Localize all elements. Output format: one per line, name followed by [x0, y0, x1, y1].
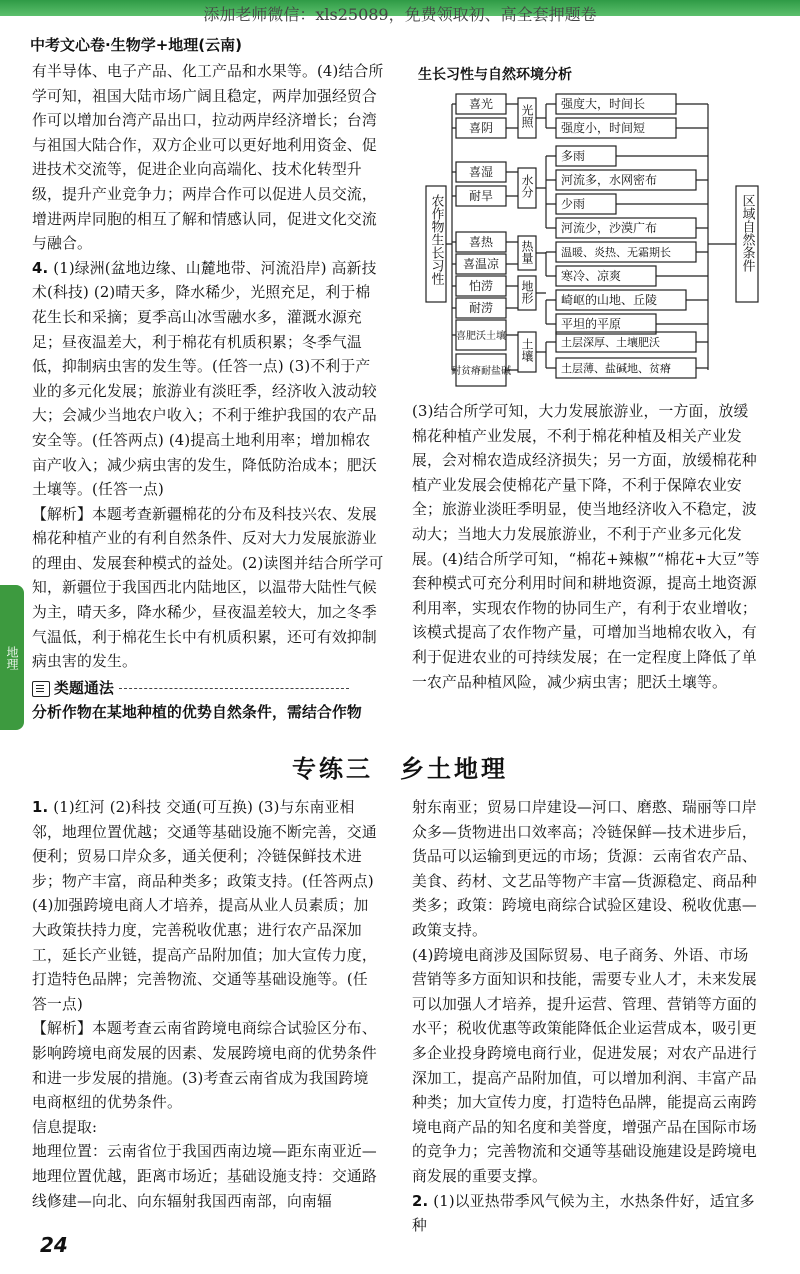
- section-title: 专练三 乡土地理: [292, 755, 508, 783]
- condition-label: 河流多，水网密布: [561, 173, 658, 187]
- question-2: [412, 1190, 762, 1239]
- condition-label: 崎岖的山地、丘陵: [561, 293, 658, 307]
- question-number: 2.: [412, 1192, 429, 1210]
- question-number: 4.: [32, 259, 49, 277]
- condition-label: 寒冷、凉爽: [561, 269, 622, 283]
- answer-paragraph: 射东南亚；贸易口岸建设—河口、磨憨、瑞丽等口岸众多—货物进出口效率高；冷链保鲜—技术进步后，货品可以运输到更远的市场；货源：云南省农产品、美食、药材、文艺品等物产丰富—货源稳定、商品种类多；政策：跨境电商综合试验区建设、税收优惠—政策支持。: [412, 799, 757, 939]
- diagram-title: 生长习性与自然环境分析: [418, 67, 572, 83]
- question-1-answer: (1)红河 (2)科技 交通(可互换) (3)与东南亚相邻，地理位置优越；交通等基础设施不断完善，交通便利；贸易口岸众多，通关便利；冷链保鲜技术进步；物产丰富，商品种类多；政策支持。(任答两点) (4)加强跨境电商人才培养，提高从业人员素质；加大政策扶持力度，完善税收优惠；进行农产品深加工，延长产业链，提高产品附加值；加大宣传力度，打造特色品牌；完善物流、交通等基础设施等。(任答一点): [32, 799, 377, 1013]
- question-4-answer: (1)绿洲(盆地边缘、山麓地带、河流沿岸) 高新技术(科技) (2)晴天多，降水稀少，光照充足，利于棉花生长和采摘；夏季高山冰雪融水多，灌溉水源充足；昼夜温差大，利于棉花有机质积累；冬季气温低，抑制病虫害的发生等。(任答一点) (3)不利于产业的多元化发展；旅游业有淡旺季，经济收入波动较大；会减少当地农户收入；不利于维护我国的农产品安全等。(任答两点) (4)提高土地利用率；增加棉农亩产收入；减少病虫害的发生，降低防治成本；肥沃土壤等。(任答一点): [32, 259, 377, 499]
- analysis-paragraph: 【解析】本题考查新疆棉花的分布及科技兴农、发展棉花种植产业的有利自然条件、反对大力发展旅游业的理由、发展套种模式的益处。(2)读图并结合所学可知，新疆位于我国西北内陆地区，以温带大陆性气候为主，晴天多，降水稀少，昼夜温差较大，加之冬季气温低，利于棉花生长中有机质积累，还可有效抑制病虫害的发生。: [32, 505, 384, 671]
- tip-label: 类题通法: [54, 679, 114, 697]
- condition-label: 河流少，沙漠广布: [561, 221, 658, 235]
- question-number: 1.: [32, 799, 49, 816]
- condition-label: 强度小，时间短: [561, 121, 646, 135]
- condition-label: 平坦的平原: [561, 317, 622, 331]
- growth-habit-diagram: [418, 86, 768, 394]
- habit-label: 耐贫瘠耐盐碱: [451, 366, 511, 377]
- bottom-left-column: [32, 796, 382, 1214]
- question-4: [32, 257, 384, 503]
- question-1: [32, 796, 382, 1017]
- condition-label: 少雨: [561, 197, 586, 211]
- habit-label: 喜阴: [468, 121, 494, 135]
- info-label: 信息提取:: [32, 1118, 98, 1136]
- answer-paragraph: (4)跨境电商涉及国际贸易、电子商务、外语、市场营销等多方面知识和技能，需要专业人才，未来发展可以加强人才培养，提升运营、管理、营销等方面的水平；税收优惠等政策能降低企业运营成本，吸引更多企业投身跨境电商行业，促进发展；对农产品进行深加工，提高产品附加值，可以增加利润、丰富产品种类；加大宣传力度，打造特色品牌，能提高云南跨境电商产品的知名度和美誉度，增强产品在国际市场的竞争力；完善物流和交通等基础设施建设是跨境电商发展的重要支撑。: [412, 946, 757, 1185]
- condition-label: 温暖、炎热、无霜期长: [561, 246, 671, 259]
- side-tab: 地理: [0, 585, 24, 730]
- answer-paragraph: (3)结合所学可知，大力发展旅游业，一方面，放缓棉花种植产业发展，不利于棉花种植及相关产业发展，会对棉农造成经济损失；另一方面，放缓棉花种植产业发展会使棉花产量下降，不利于保障农业安全；旅游业淡旺季明显，使当地经济收入不稳定，波动大；当地大力发展旅游业，不利于产业多元化发展。(4)结合所学可知，“棉花+辣椒”“棉花+大豆”等套种模式可充分利用时间和耕地资源，提高土地资源利用率，实现农作物的协同生产，有利于农业增收；该模式提高了农作物产量，可增加当地棉农收入，有利于促进农业的可持续发展；在一定程度上降低了单一农产品种植风险，减少病虫害；肥沃土壤等。: [412, 403, 760, 691]
- factor-label: 热量: [520, 240, 534, 264]
- watermark-text: 添加老师微信：xls25089，免费领取初、高全套押题卷: [203, 5, 597, 24]
- factor-label: 光照: [520, 104, 534, 128]
- condition-label: 强度大，时间长: [561, 97, 646, 111]
- info-text: 地理位置：云南省位于我国西南边境—距东南亚近—地理位置优越，距离市场近；基础设施支持：交通路线修建—向北、向东辐射我国西南部，向南辐: [32, 1143, 377, 1210]
- tip-text: 分析作物在某地种植的优势自然条件，需结合作物: [32, 704, 362, 722]
- habit-label: 怕涝: [468, 279, 494, 293]
- habit-label: 喜肥沃土壤: [456, 331, 506, 342]
- habit-label: 喜热: [468, 235, 494, 249]
- left-label: 农作物生长习性: [428, 194, 444, 285]
- dashed-divider: [119, 688, 349, 689]
- condition-label: 土层薄、盐碱地、贫瘠: [561, 362, 671, 375]
- factor-label: 地形: [520, 280, 534, 304]
- page-number: 24: [40, 1233, 68, 1257]
- factor-label: 水分: [520, 174, 534, 198]
- analysis-paragraph: 【解析】本题考查云南省跨境电商综合试验区分布、影响跨境电商发展的因素、发展跨境电商的优势条件和进一步发展的措施。(3)考查云南省成为我国跨境电商枢纽的优势条件。: [32, 1020, 377, 1112]
- habit-label: 耐涝: [468, 301, 494, 315]
- answer-paragraph: 有半导体、电子产品、化工产品和水果等。(4)结合所学可知，祖国大陆市场广阔且稳定，两岸加强经贸合作可以增加台湾产品出口，拉动两岸经济增长；台湾与祖国大陆合作，双方企业可以更好地利用资金、促进技术交流等，促进企业向高端化、技术化转型升级，提升产业竞争力；两岸合作可以促进人员交流，增进两岸同胞的相互了解和情感认同，促进文化交流与融合。: [32, 63, 384, 253]
- condition-label: 土层深厚、土壤肥沃: [561, 336, 660, 349]
- habit-label: 喜温凉: [462, 257, 500, 271]
- question-2-answer: (1)以亚热带季风气候为主，水热条件好，适宜多种: [412, 1192, 755, 1235]
- bottom-right-column: [412, 796, 762, 1239]
- habit-label: 耐旱: [468, 189, 494, 203]
- right-label: 区域自然条件: [739, 194, 755, 272]
- top-left-column: [32, 60, 384, 726]
- tip-heading: [32, 677, 384, 702]
- running-header: 中考文心卷·生物学+地理(云南): [30, 36, 242, 54]
- condition-label: 多雨: [561, 149, 586, 163]
- top-right-column: [412, 400, 762, 695]
- notes-icon: [32, 681, 50, 697]
- top-banner: [0, 0, 800, 34]
- habit-label: 喜湿: [468, 165, 494, 179]
- factor-label: 土壤: [520, 338, 534, 362]
- habit-label: 喜光: [468, 97, 494, 111]
